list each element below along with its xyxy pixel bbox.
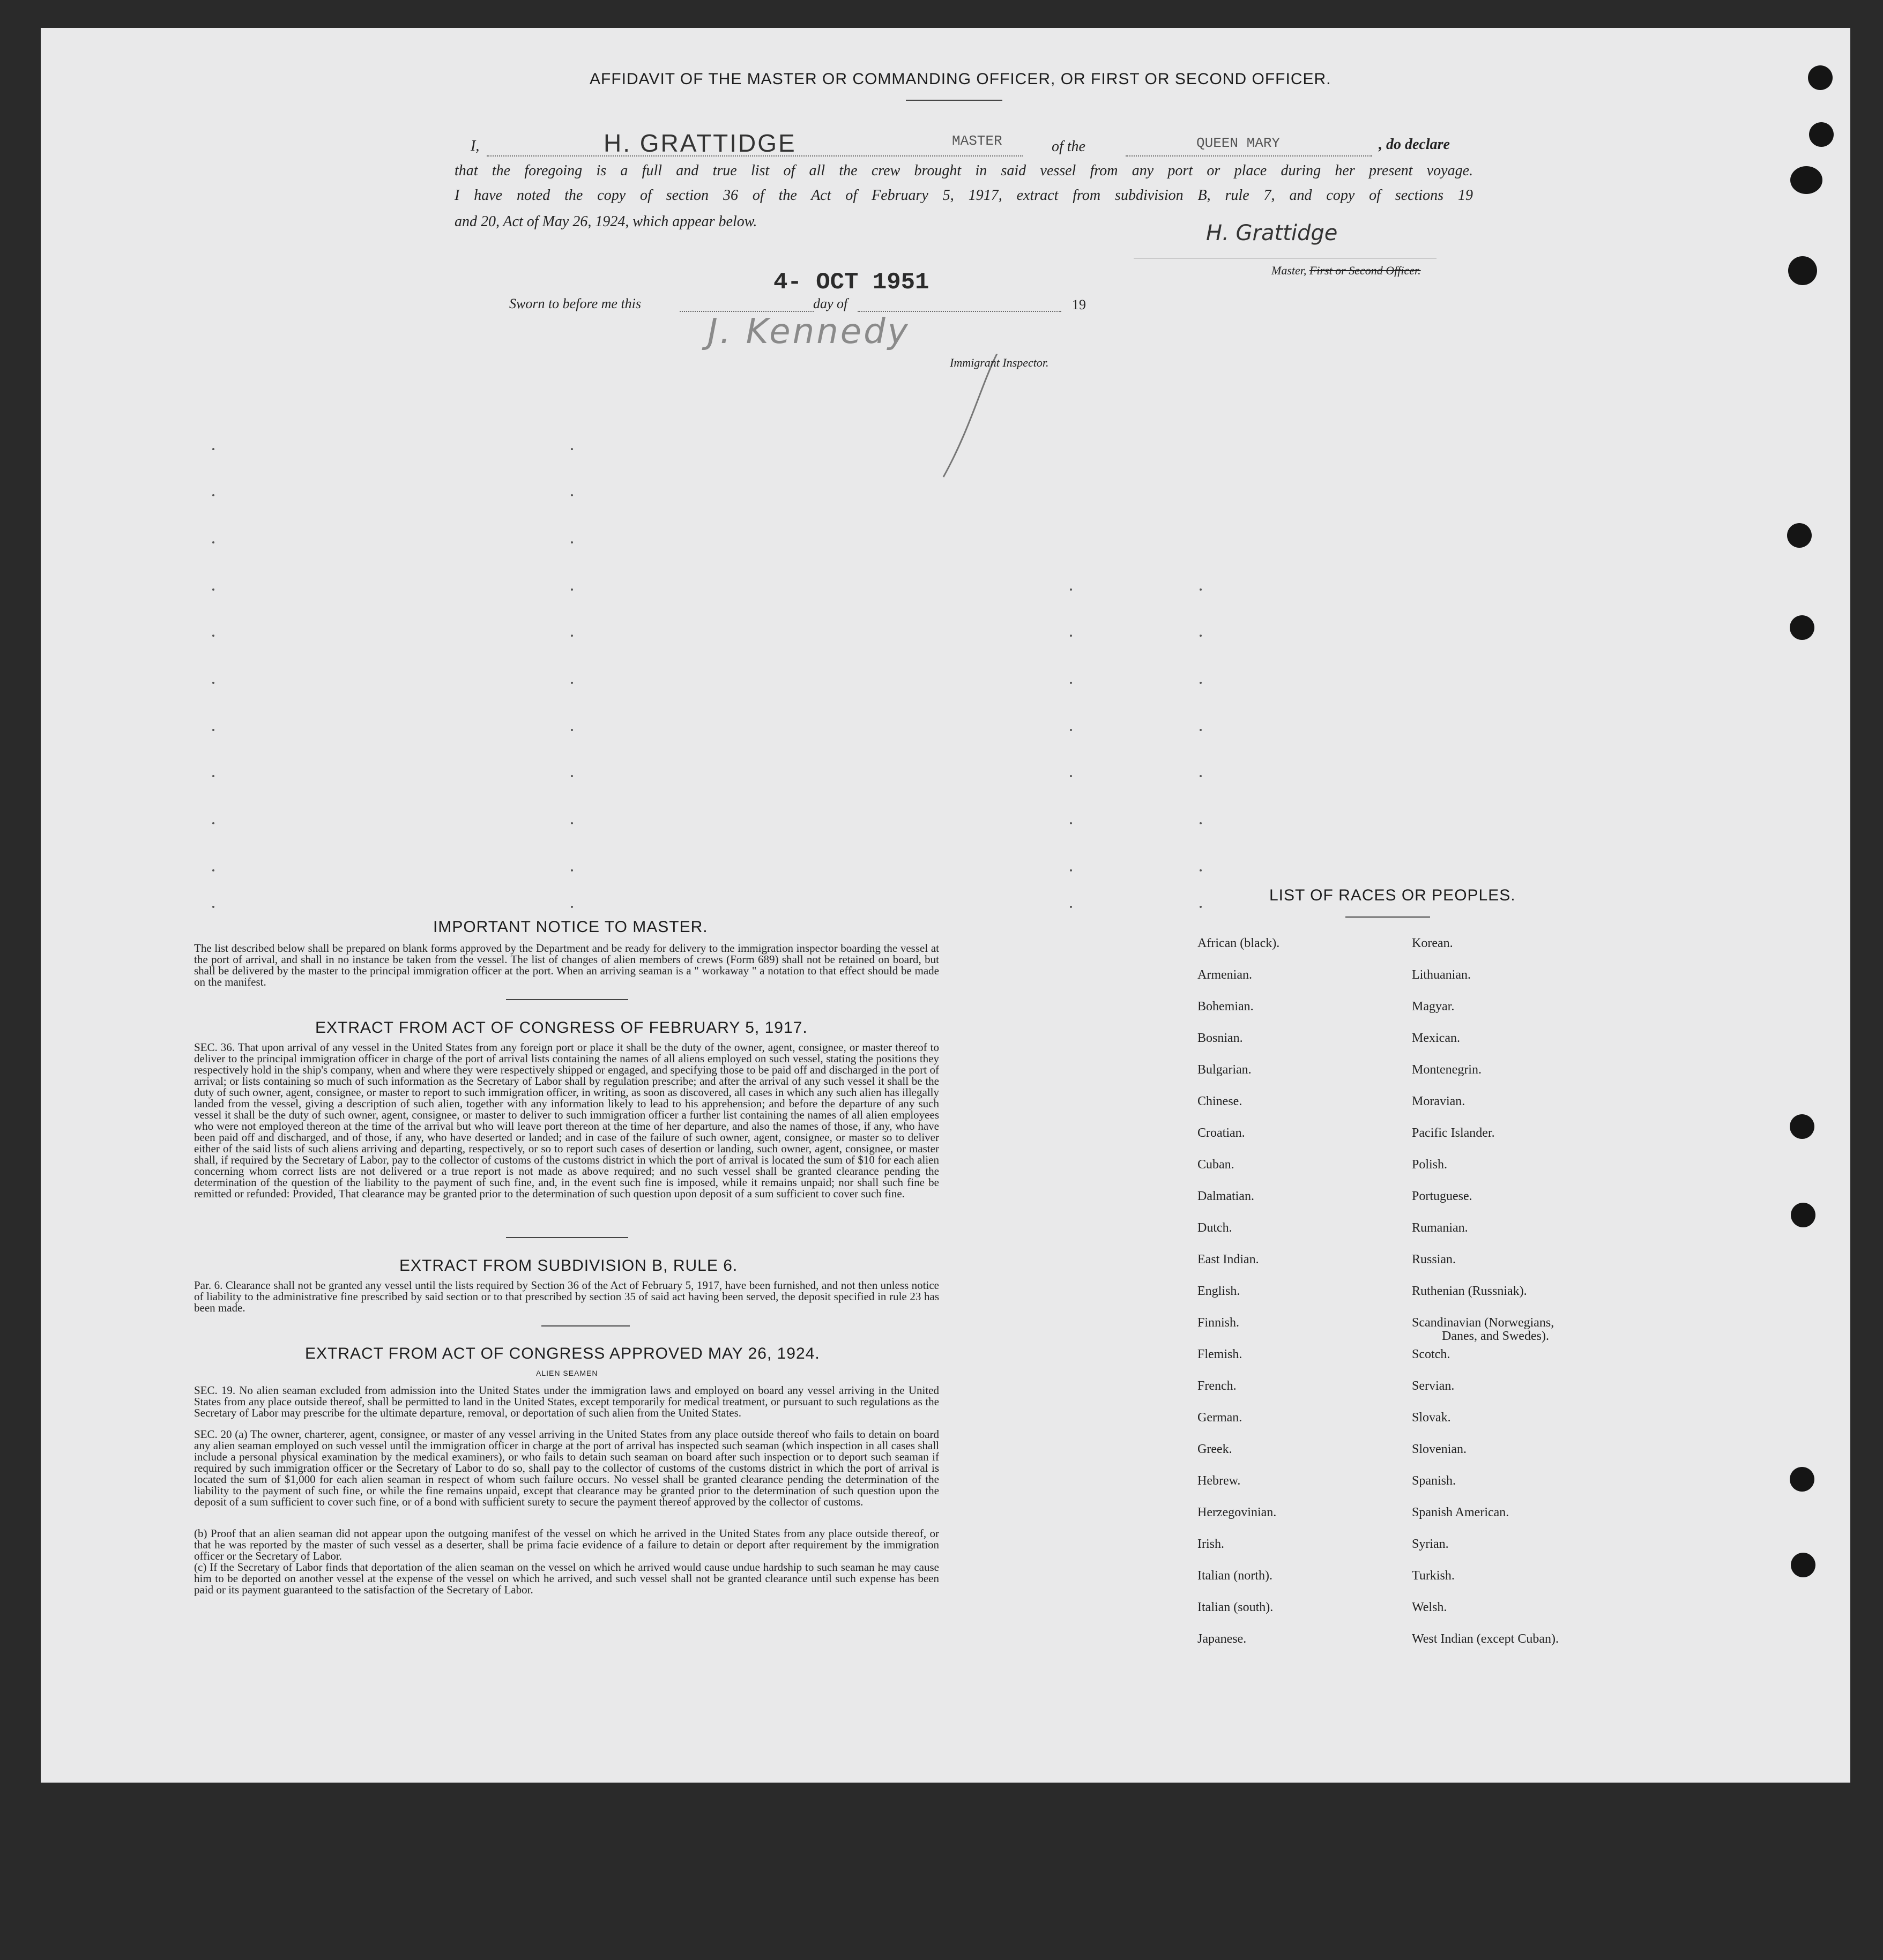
margin-dot [212,906,214,908]
notice-title: IMPORTANT NOTICE TO MASTER. [433,918,708,936]
race-item: Spanish American. [1412,1506,1509,1519]
race-item: Mexican. [1412,1031,1460,1045]
race-item: Lithuanian. [1412,968,1471,982]
affidavit-title: AFFIDAVIT OF THE MASTER OR COMMANDING OFFICER, OR FIRST OR SECOND OFFICER. [590,70,1331,88]
race-item: French. [1197,1379,1237,1393]
race-item: African (black). [1197,936,1280,950]
do-declare-label: , do declare [1379,136,1450,153]
document-page [41,28,1850,1783]
margin-dot [1200,906,1202,908]
punch-hole [1808,65,1833,90]
rank-stamp: MASTER [952,133,1002,149]
extract-1917-title: EXTRACT FROM ACT OF CONGRESS OF FEBRUARY 5, 1917. [315,1019,808,1037]
race-item: Hebrew. [1197,1474,1241,1488]
race-item: Italian (north). [1197,1569,1272,1583]
declarant-name: H. GRATTIDGE [604,129,797,157]
sworn-label: Sworn to before me this [509,296,642,311]
punch-hole [1791,1553,1815,1577]
race-item: Slovak. [1412,1411,1451,1425]
subdivision-text: Par. 6. Clearance shall not be granted any vessel until the lists required by Section 36 of the Act of February 5, 1917, have been furnished, and not then unless notice of liability to the administrative fine prescribed by said section or to that prescribed by section 35 of said act having been served, the deposit specified in rule 23 has been made. [194,1279,939,1314]
extract-1917-divider [506,1237,628,1238]
margin-dot [1070,775,1072,777]
race-item: Scotch. [1412,1347,1450,1361]
margin-dot [571,729,573,731]
date-stamp: 4- OCT 1951 [773,269,929,296]
race-item: Bulgarian. [1197,1063,1252,1077]
margin-dot [571,448,573,450]
day-of-label: day of [813,296,848,311]
sec-20c-text: (c) If the Secretary of Labor finds that deportation of the alien seaman on the vessel on which he arrived would cause undue hardship to such seaman he may cause him to be deported on another vessel at the expense of the vessel on which he arrived, and such vessel shall not be granted clearance until such expense has been paid or its payment guaranteed to the satisfaction of the Secretary of Labor. [194,1561,939,1596]
subdivision-title: EXTRACT FROM SUBDIVISION B, RULE 6. [399,1257,738,1275]
margin-dot [571,541,573,543]
affidavit-line-1: that the foregoing is a full and true list of all the crew brought in said vessel from any port or place during her present voyage. [455,162,1473,179]
margin-dot [212,541,214,543]
race-item: Italian (south). [1197,1600,1274,1614]
race-item: Syrian. [1412,1537,1449,1551]
race-item: Armenian. [1197,968,1252,982]
margin-dot [571,588,573,591]
punch-hole [1809,122,1834,147]
margin-dot [212,588,214,591]
extract-1924-subtitle: ALIEN SEAMEN [536,1369,598,1377]
race-item: Turkish. [1412,1569,1455,1583]
margin-dot [212,869,214,871]
margin-dot [212,494,214,496]
race-item: Bohemian. [1197,1000,1254,1013]
margin-dot [571,906,573,908]
signature-label [1271,264,1421,278]
race-item: Servian. [1412,1379,1455,1393]
race-item: Russian. [1412,1253,1456,1266]
race-item: Portuguese. [1412,1189,1472,1203]
sec-20b-text: (b) Proof that an alien seaman did not appear upon the outgoing manifest of the vessel on which he arrived in the United States from any place outside thereof, or that he was reported by the master of such vessel as a deserter, shall be prima facie evidence of a failure to detain or deport after requirement by the immigration officer or the Secretary of Labor. [194,1527,939,1562]
race-item: Magyar. [1412,1000,1455,1013]
race-item: Chinese. [1197,1094,1242,1108]
race-item: Japanese. [1197,1632,1247,1646]
vessel-name: QUEEN MARY [1196,135,1281,151]
sec-19-text: SEC. 19. No alien seaman excluded from admission into the United States under the immigration laws and employed on board any vessel arriving in the United States from any place outside thereof, shall be permitted to land in the United States, except temporarily for medical treatment, or pursuant to such regulations as the Secretary of Labor may prescribe for the ultimate departure, removal, or deportation of such alien from the United States. [194,1384,939,1419]
margin-dot [212,448,214,450]
race-item: Flemish. [1197,1347,1242,1361]
declarant-prefix: I, [471,138,480,154]
margin-dot [212,682,214,684]
race-item: Pacific Islander. [1412,1126,1495,1140]
race-item: Dalmatian. [1197,1189,1254,1203]
race-item: West Indian (except Cuban). [1412,1632,1559,1646]
race-item: Slovenian. [1412,1442,1467,1456]
margin-dot [1070,906,1072,908]
race-item: Polish. [1412,1158,1448,1172]
margin-dot [1200,869,1202,871]
race-item: Croatian. [1197,1126,1245,1140]
margin-dot [1070,682,1072,684]
inspector-label: Immigrant Inspector. [950,356,1049,369]
name-line [487,155,1023,156]
signature-label-struck: First or Second Officer. [1309,264,1421,277]
punch-hole [1790,615,1814,640]
race-item: Spanish. [1412,1474,1456,1488]
notice-text: The list described below shall be prepared on blank forms approved by the Department and be ready for delivery to the immigration inspector boarding the vessel at the port of arrival, and shall in no instance be taken from the vessel. The list of changes of alien members of crews (Form 689) shall not be retained on board, but shall be delivered by the master to the principal immigration officer at the port. When an arriving seaman is a " workaway " a notation to that effect should be made on the manifest. [194,942,939,988]
margin-dot [212,822,214,824]
race-item: German. [1197,1411,1242,1425]
margin-dot [1070,822,1072,824]
extract-1924-title: EXTRACT FROM ACT OF CONGRESS APPROVED MAY 26, 1924. [305,1345,820,1362]
margin-dot [571,682,573,684]
margin-dot [571,494,573,496]
margin-dot [1200,775,1202,777]
race-item: Ruthenian (Russniak). [1412,1284,1527,1298]
race-item: Montenegrin. [1412,1063,1482,1077]
margin-dot [571,822,573,824]
affidavit-line-3: and 20, Act of May 26, 1924, which appear below. [455,213,757,230]
sec-20a-text: SEC. 20 (a) The owner, charterer, agent, consignee, or master of any vessel arriving in the United States from any place outside thereof who fails to detain on board any alien seaman employed on such vessel until the immigration officer in charge at the port of arrival has inspected such seaman (which inspection in all cases shall include a personal physical examination by the medical examiners), or who fails to detain such seaman on board after such inspection or to deport such seaman if required by such immigration officer or the Secretary of Labor to do so, shall pay to the collector of customs of the customs district in which the port of arrival is located the sum of $1,000 for each alien seaman in respect of whom such failure occurs. No vessel shall be granted clearance pending the determination of the liability to the payment of such fine, or while the fine remains unpaid, except that clearance may be granted prior to the determination of such question upon the deposit of a sum sufficient to cover such fine, or of a bond with sufficient surety to secure the payment thereof approved by the collector of customs. [194,1428,939,1508]
races-divider [1345,916,1430,918]
race-item: Scandinavian (Norwegians, [1412,1316,1554,1330]
subdivision-divider [541,1325,630,1326]
race-item: English. [1197,1284,1240,1298]
punch-hole [1787,523,1812,548]
margin-dot [1200,635,1202,637]
margin-dot [212,729,214,731]
race-item: Korean. [1412,936,1453,950]
margin-dot [1070,635,1072,637]
punch-hole [1788,256,1817,285]
race-item: Greek. [1197,1442,1232,1456]
inspector-signature: J. Kennedy [708,312,910,352]
race-item: Rumanian. [1412,1221,1468,1235]
margin-dot [571,775,573,777]
margin-dot [571,869,573,871]
margin-dot [1200,682,1202,684]
race-item: Irish. [1197,1537,1224,1551]
margin-dot [1200,822,1202,824]
margin-dot [212,635,214,637]
margin-dot [1200,588,1202,591]
race-item: Welsh. [1412,1600,1447,1614]
signature-label-master: Master, [1271,264,1307,277]
race-item: Cuban. [1197,1158,1234,1172]
master-signature: H. Grattidge [1206,221,1338,245]
punch-hole [1791,1203,1815,1227]
margin-dot [1070,869,1072,871]
margin-dot [1070,588,1072,591]
vessel-line [1126,155,1372,156]
punch-hole [1790,1114,1814,1139]
margin-dot [1200,729,1202,731]
race-item: Herzegovinian. [1197,1506,1277,1519]
year-prefix: 19 [1072,297,1086,312]
signature-flourish [938,354,1002,482]
extract-1917-text: SEC. 36. That upon arrival of any vessel in the United States from any foreign port or place it shall be the duty of the owner, agent, consignee, or master thereof to deliver to the principal immigration officer in charge of the port of arrival lists containing the names of all aliens employed on such vessel, stating the positions they respectively hold in the ship's company, when and where they were respectively shipped or engaged, and specifying those to be paid off and discharged in the port of arrival; or lists containing so much of such information as the Secretary of Labor shall by regulation prescribe; and after the arrival of any such vessel it shall be the duty of such owner, agent, consignee, or master to report to such immigration officer, in writing, as soon as discovered, all cases in which any such alien has illegally landed from the vessel, giving a description of such alien, together with any information likely to lead to his apprehension; and before the departure of any such vessel it shall be the duty of such owner, agent, consignee, or master to deliver to such immigration officer a further list containing the names of all alien employees who were not employed thereon at the time of the arrival but who will leave port thereon at the time of her departure, and also the names of those, if any, who have been paid off and discharged, and of those, if any, who have deserted or landed; and in case of the failure of such owner, agent, consignee, or master so to deliver either of the said lists of such aliens arriving and departing, respectively, or so to report such cases of desertion or landing, such owner, agent, consignee, or master shall, if required by the Secretary of Labor, pay to the collector of customs of the customs district in which the port of arrival is located the sum of $10 for each alien concerning whom correct lists are not delivered or a true report is not made as above required; and no such vessel shall be granted clearance pending the determination of the question of the liability to the payment of such fine, and, in the event such fine is imposed, while it remains unpaid; nor shall such fine be remitted or refunded: Provided, That clearance may be granted prior to the determination of such question upon deposit of a sum sufficient to cover such fine. [194,1041,939,1200]
margin-dot [212,775,214,777]
margin-dot [1070,729,1072,731]
of-the-label: of the [1052,138,1085,155]
race-scandinavian-continued: Danes, and Swedes). [1442,1329,1549,1343]
margin-dot [571,635,573,637]
affidavit-line-2: I have noted the copy of section 36 of the Act of February 5, 1917, extract from subdivision B, rule 7, and copy of sections 19 [455,187,1473,204]
punch-hole [1790,1467,1814,1492]
race-item: Bosnian. [1197,1031,1243,1045]
race-item: Finnish. [1197,1316,1240,1330]
notice-divider [506,999,628,1000]
race-item: East Indian. [1197,1253,1259,1266]
punch-hole [1790,166,1822,194]
races-title: LIST OF RACES OR PEOPLES. [1269,886,1516,904]
race-item: Dutch. [1197,1221,1232,1235]
race-item: Moravian. [1412,1094,1465,1108]
title-underline [906,100,1002,101]
